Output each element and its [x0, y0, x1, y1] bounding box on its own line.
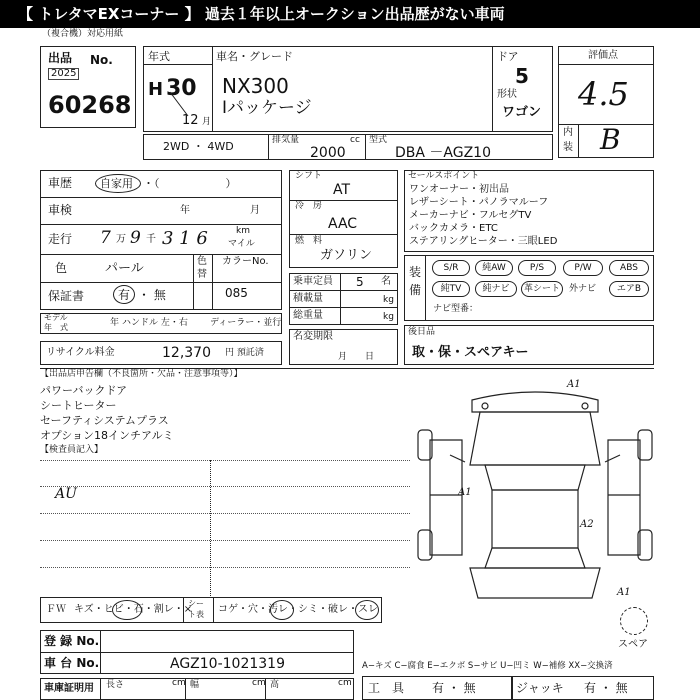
compat-note: （複合機）対応用紙 — [42, 29, 124, 39]
width-label: 幅 — [190, 680, 200, 690]
body-label: 形状 — [497, 89, 517, 100]
no-label: No. — [90, 53, 113, 67]
fw-text: キズ・ヒビ・石・割レ・× — [74, 604, 193, 615]
repaint-1: 色 — [197, 256, 207, 267]
man-unit: 万 — [116, 234, 126, 245]
seat-circle-2 — [355, 600, 379, 620]
inspection-year-unit: 年 — [180, 205, 190, 216]
warranty-no: ・ 無 — [138, 288, 166, 302]
height-label: 高 — [270, 680, 280, 690]
spare-label: スペア — [618, 639, 648, 650]
warranty-yes: 有 — [118, 288, 131, 302]
later-label: 後日品 — [408, 327, 436, 337]
type-label: 型式 — [369, 135, 388, 145]
model-code: DBA －AGZ10 — [395, 145, 491, 161]
displacement: 2000 — [310, 145, 346, 161]
ac-label: 冷 房 — [295, 201, 323, 211]
shift-value: AT — [333, 182, 351, 198]
cc-unit: cc — [350, 135, 360, 145]
chassis-label: 車 台 No. — [44, 656, 100, 670]
tools-value: 有 ・ 無 — [432, 681, 476, 695]
equip-leather: 革シート — [521, 281, 563, 297]
chassis-value: AGZ10-1021319 — [170, 656, 285, 672]
color-label: 色 — [55, 261, 68, 275]
seat-label-2: ト表 — [188, 610, 204, 619]
length-cm: cm — [172, 678, 186, 688]
weight-label: 総重量 — [293, 310, 323, 321]
ac-value: AAC — [328, 216, 358, 232]
tools-label: 工 具 — [368, 681, 405, 695]
capacity-unit: 名 — [381, 276, 391, 287]
equip-tv: 純TV — [432, 281, 470, 297]
sales-point-4: バックカメラ・ETC — [409, 223, 498, 234]
width-cm: cm — [252, 678, 266, 688]
equip-ext-navi: 外ナビ — [569, 284, 597, 294]
score-label: 評価点 — [588, 50, 618, 61]
month-unit: 月 — [202, 117, 212, 127]
history-value: 自家用 — [100, 177, 133, 190]
sales-point-5: ステアリングヒーター・三眼LED — [409, 236, 558, 247]
drive: 2WD ・ 4WD — [163, 140, 234, 153]
sales-label: セールスポイント — [408, 171, 480, 181]
car-label: 車名・グレード — [216, 50, 293, 63]
spare-circle — [620, 607, 648, 635]
seat-text: コゲ・穴・汚レ・シミ・破レ・スレ — [218, 604, 378, 615]
later-value: 取・保・スペアキー — [412, 345, 529, 360]
seat-label-1: シー — [188, 599, 204, 608]
inspection-label: 車検 — [48, 203, 73, 217]
mileage-label: 走行 — [48, 232, 73, 246]
fw-circle — [112, 600, 142, 620]
notes-header: 【出品店申告欄（不良箇所・欠品・注意事項等）】 — [40, 369, 243, 379]
fuel-value: ガソリン — [320, 248, 373, 263]
body-value: ワゴン — [502, 105, 542, 120]
sen-unit: 千 — [146, 234, 156, 245]
model-year-unit: 年 — [110, 318, 120, 328]
length-label: 長さ — [106, 680, 125, 690]
fw-label: ＦＷ — [46, 604, 66, 615]
weight-kg: kg — [383, 312, 394, 322]
damage-legend: A−キズ C−腐食 E−エクボ S−サビ U−凹ミ W−補修 XX−交換済 — [362, 661, 613, 671]
jack-label: ジャッキ — [516, 681, 564, 695]
year-label: 年式 — [148, 50, 170, 63]
load-label: 積載量 — [293, 293, 323, 304]
dealer: ディーラー・並行 — [210, 318, 282, 328]
note-3: セーフティシステムプラス — [40, 414, 169, 427]
note-1: パワーバックドア — [40, 384, 128, 397]
name-change-unit: 月 日 — [338, 352, 375, 362]
load-kg: kg — [383, 295, 394, 305]
color-value: パール — [105, 261, 144, 276]
recycle-label: リサイクル料金 — [46, 347, 115, 358]
year-value: 30 — [166, 76, 197, 101]
interior-label-1: 内 — [563, 127, 573, 138]
note-4: オプション18インチアルミ — [40, 429, 174, 442]
lot-number: 60268 — [48, 91, 132, 119]
handle: ハンドル 左・右 — [122, 318, 188, 328]
capacity-label: 乗車定員 — [293, 276, 333, 287]
shift-label: シフト — [295, 171, 323, 181]
equip-abs: ABS — [609, 260, 649, 276]
door-label: ドア — [497, 50, 519, 63]
inspector-label: 【検査員記入】 — [40, 445, 104, 455]
door-count: 5 — [515, 64, 529, 88]
jack-value: 有 ・ 無 — [584, 681, 628, 695]
displacement-label: 排気量 — [272, 135, 300, 145]
car-diagram — [410, 370, 660, 610]
inspection-month-unit: 月 — [250, 205, 260, 216]
year-box: 2025 — [48, 68, 79, 80]
equip-pw: P/W — [563, 260, 603, 276]
cert-label: 車庫証明用 — [44, 683, 94, 694]
month-value: 12 — [182, 113, 199, 128]
name-change-label: 名変期限 — [293, 331, 333, 342]
sales-point-1: ワンオーナー・初出品 — [409, 184, 509, 195]
equip-navi: 純ナビ — [475, 281, 517, 297]
interior-label-2: 装 — [563, 142, 573, 153]
color-no-label: カラーNo. — [222, 256, 269, 267]
era: H — [148, 79, 164, 100]
history-label: 車歴 — [48, 176, 73, 190]
km-unit: km — [236, 226, 250, 236]
recycle-amount: 12,370 — [162, 345, 211, 361]
year-slash — [160, 90, 200, 120]
history-rest: ・（ ） — [143, 177, 237, 190]
fuel-label: 燃 料 — [295, 236, 323, 246]
mile-unit: マイル — [228, 239, 255, 249]
car-name: NX300 — [222, 74, 289, 98]
sales-point-3: メーカーナビ・フルセグTV — [409, 210, 532, 221]
equip-airbag: エアB — [609, 281, 649, 297]
color-no: 085 — [225, 286, 248, 300]
equip-aw: 純AW — [475, 260, 513, 276]
damage-mark-left: A1 — [458, 487, 472, 498]
equipment-label-2: 備 — [409, 283, 422, 297]
height-cm: cm — [338, 678, 352, 688]
warranty-label: 保証書 — [48, 289, 85, 303]
mileage-sen: 9 — [130, 228, 141, 248]
score-value: 4.5 — [578, 75, 629, 113]
inspector-note: AU — [55, 486, 77, 502]
grade: Iパッケージ — [222, 98, 312, 118]
equip-ps: P/S — [518, 260, 556, 276]
seat-circle-1 — [270, 600, 294, 620]
damage-mark-rear: A1 — [617, 587, 631, 598]
mileage-rest: 3 1 6 — [162, 228, 208, 249]
interior-score: B — [600, 123, 621, 156]
lot-label: 出品 — [48, 51, 73, 65]
navi-type: ナビ型番： — [433, 304, 479, 314]
recycle-unit: 円 預託済 — [225, 348, 264, 358]
note-2: シートヒーター — [40, 399, 117, 412]
repaint-2: 替 — [197, 269, 207, 280]
damage-mark-right: A2 — [580, 519, 594, 530]
equipment-label-1: 装 — [409, 265, 422, 279]
model-label-1: モデル — [44, 313, 68, 322]
damage-mark-front: A1 — [567, 379, 581, 390]
mileage-man: 7 — [100, 228, 111, 248]
reg-label: 登 録 No. — [44, 634, 100, 648]
model-label-2: 年 式 — [44, 323, 68, 332]
sales-point-2: レザーシート・パノラマルーフ — [409, 197, 549, 208]
capacity-value: 5 — [356, 275, 364, 289]
equip-sr: S/R — [432, 260, 470, 276]
header-title: 【 トレタマEXコーナー 】 過去１年以上オークション出品歴がない車両 — [18, 5, 505, 23]
